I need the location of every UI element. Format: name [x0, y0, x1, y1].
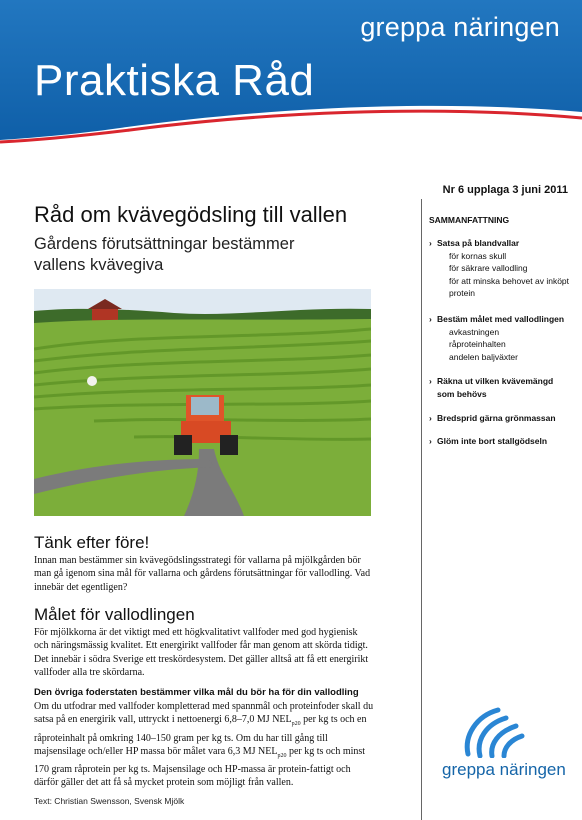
sidebar-heading: SAMMANFATTNING	[429, 215, 510, 225]
section-body-tank-efter-fore: Innan man bestämmer sin kvävegödslingsstrategi för vallarna på mjölkgården bör man gå igenom sina mål för vallarna och gårdens förutsättningar för vallodling. Vad innebär det egentligen?	[34, 555, 371, 593]
publication-title: Praktiska Råd	[34, 56, 315, 105]
brand-name: greppa näringen	[360, 12, 560, 42]
article-title: Råd om kvävegödsling till vallen	[34, 202, 348, 227]
header-banner	[0, 0, 582, 150]
summary-item-stallgodsel: › Glöm inte bort stallgödseln	[429, 435, 579, 448]
section-body-foderstaten: Om du utfodrar med vallfoder kompletterad med spannmål och proteinfoder skall du satsa på en energirik vall, uttryckt i nettoenergi 6,8–7,0 MJ $NEL_{p20}$ per kg ts och en råproteinhalt på omkring 140–150 gram per kg ts. Om du har till gång till majsensilage och/eller HP massa bör målet vara 6,3 MJ $NEL_{p20}$ per kg ts och minst 170 gram råprotein per kg ts. Majsensilage och HP-massa är protein-fattigt och därför gäller det att få så mycket protein som möjligt från vallen.	[34, 701, 374, 789]
section-body-malet: För mjölkkorna är det viktigt med ett högkvalitativt vallfoder med god hygienisk och näringsmässig kvalitet. Ett energirikt vallfoder får man genom att skörda tidigt. Det innebär i södra Sverige ett treskördesystem. Det gäller alltså att få ett energirikt vallfoder alla tre skördarna.	[34, 627, 369, 678]
summary-item-blandvallar: › Satsa på blandvallar för kornas skull för säkrare vallodling för att minska behovet av inköpt protein	[429, 237, 579, 300]
article-subtitle: Gårdens förutsättningar bestämmer vallens kvävegiva	[34, 235, 295, 274]
section-heading-malet: Målet för vallodlingen	[34, 605, 195, 624]
section-heading-tank-efter-fore: Tänk efter före!	[34, 533, 150, 552]
summary-item-malet: › Bestäm målet med vallodlingen avkastningen råproteinhalten andelen baljväxter	[429, 313, 579, 363]
subheading-foderstaten: Den övriga foderstaten bestämmer vilka mål du bör ha för din vallodling	[34, 687, 359, 698]
greppa-logo-icon	[462, 706, 526, 758]
summary-item-kvavemangd: › Räkna ut vilken kvävemängd som behövs	[429, 375, 569, 400]
issue-info: Nr 6 upplaga 3 juni 2011	[442, 184, 568, 196]
tractor-field-photo	[34, 289, 371, 516]
summary-item-bredsprid: › Bredsprid gärna grönmassan	[429, 412, 579, 425]
author-credit: Text: Christian Swensson, Svensk Mjölk	[34, 796, 185, 806]
logo-text: greppa näringen	[442, 760, 566, 779]
